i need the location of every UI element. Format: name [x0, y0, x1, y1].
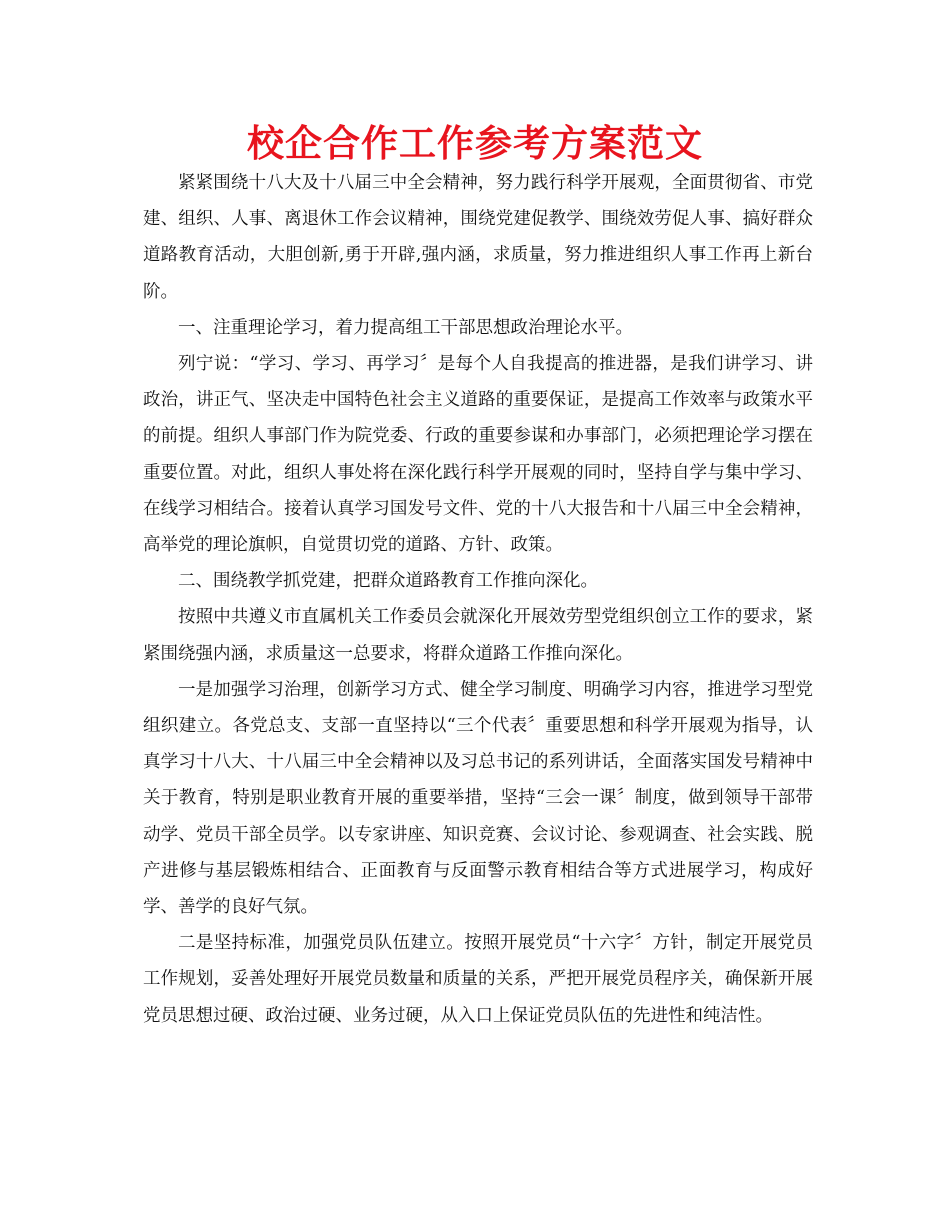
paragraph: 紧紧围绕十八大及十八届三中全会精神，努力践行科学开展观，全面贯彻省、市党建、组织、人事、离退休工作会议精神，围绕党建促教学、围绕效劳促人事、搞好群众道路教育活动，大胆创新,勇于开辟,强内涵，求质量，努力推进组织人事工作再上新台阶。 — [143, 173, 813, 302]
paragraph: 按照中共遵义市直属机关工作委员会就深化开展效劳型党组织创立工作的要求，紧紧围绕强内涵，求质量这一总要求，将群众道路工作推向深化。 — [143, 607, 813, 664]
paragraph: 二是坚持标准，加强党员队伍建立。按照开展党员“十六字〞方针，制定开展党员工作规划，妥善处理好开展党员数量和质量的关系，严把开展党员程序关，确保新开展党员思想过硬、政治过硬、业务过硬，从入口上保证党员队伍的先进性和纯洁性。 — [143, 933, 813, 1026]
document-title: 校企合作工作参考方案范文 — [247, 122, 703, 165]
paragraph: 列宁说：“学习、学习、再学习〞是每个人自我提高的推进器，是我们讲学习、讲政治，讲正气、坚决走中国特色社会主义道路的重要保证，是提高工作效率与政策水平的前提。组织人事部门作为院党委、行政的重要参谋和办事部门，必须把理论学习摆在重要位置。对此，组织人事处将在深化践行科学开展观的同时，坚持自学与集中学习、在线学习相结合。接着认真学习国发号文件、党的十八大报告和十八届三中全会精神，高举党的理论旗帜，自觉贯切党的道路、方针、政策。 — [143, 354, 813, 556]
paragraph: 一是加强学习治理，创新学习方式、健全学习制度、明确学习内容，推进学习型党组织建立。各党总支、支部一直坚持以“三个代表〞重要思想和科学开展观为指导，认真学习十八大、十八届三中全会精神以及习总书记的系列讲话，全面落实国发号精神中关于教育，特别是职业教育开展的重要举措，坚持“三会一课〞制度，做到领导干部带动学、党员干部全员学。以专家讲座、知识竞赛、会议讨论、参观调查、社会实践、脱产进修与基层锻炼相结合、正面教育与反面警示教育相结合等方式进展学习，构成好学、善学的良好气氛。 — [143, 679, 813, 918]
section-heading: 二、围绕教学抓党建，把群众道路教育工作推向深化。 — [178, 571, 598, 592]
document-body — [143, 165, 813, 1034]
section-heading: 一、注重理论学习，着力提高组工干部思想政治理论水平。 — [178, 317, 633, 338]
